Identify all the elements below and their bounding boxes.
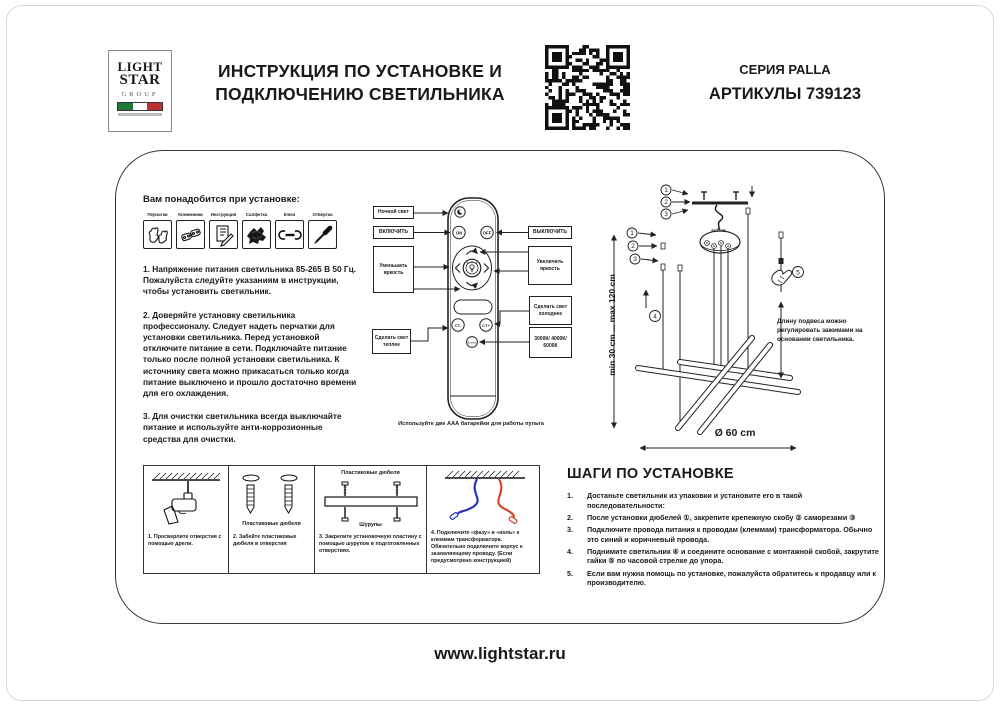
callouts-bracket <box>661 185 690 219</box>
panel2-label: Пластиковые дюбеля <box>242 521 301 527</box>
light-tubes <box>638 338 798 432</box>
napkin-icon <box>242 220 271 249</box>
note-1: 1. Напряжение питания светильника 85-265 В 50 Гц. Пожалуйста следуйте указаниям в инструкции, чтобы установить светильник. <box>143 264 357 297</box>
safety-notes <box>143 264 362 457</box>
svg-text:3: 3 <box>664 211 668 219</box>
label-kelvin: 3000К/ 4000К/ 6000К <box>529 327 572 358</box>
label-night-light: Ночной свет <box>373 206 414 219</box>
tool-terminals: Клеммники <box>176 212 205 249</box>
tool-instruction: Инструкция <box>209 212 238 249</box>
tool-gloves: Перчатки <box>143 212 172 249</box>
wires-drawing <box>427 466 540 528</box>
logo-line2: STAR <box>119 72 161 88</box>
svg-text:3: 3 <box>633 256 637 264</box>
brightness-dpad[interactable] <box>453 246 492 290</box>
power-cable <box>715 205 722 230</box>
red-wire <box>498 479 513 521</box>
dpad-left-arrow-icon <box>456 264 461 273</box>
qr-code-icon <box>545 45 630 130</box>
tools-row <box>143 212 337 249</box>
italian-flag-icon <box>117 102 163 111</box>
lightstar-logo <box>108 50 172 132</box>
svg-text:Section: Section <box>467 341 477 345</box>
svg-text:2: 2 <box>664 199 668 207</box>
install-steps-list <box>567 491 879 590</box>
svg-text:2: 2 <box>631 243 635 251</box>
night-light-button[interactable] <box>455 207 465 217</box>
ceiling-bracket <box>692 186 752 230</box>
dpad-right-arrow-icon <box>484 264 489 273</box>
terminals-icon <box>176 220 205 249</box>
install-step: 5. Если вам нужна помощь по установке, пожалуйста обратитесь к продавцу или к производителю. <box>567 568 877 588</box>
svg-text:CT-: CT- <box>454 322 462 328</box>
label-turn-on: ВКЛЮЧИТЬ <box>373 226 414 239</box>
blue-wire <box>456 479 478 516</box>
label-warm: Сделать свет теплее <box>372 329 411 354</box>
panel-wiring <box>426 466 539 573</box>
tool-napkin: Салфетка <box>242 212 271 249</box>
series-label: СЕРИЯ PALLA <box>739 62 831 77</box>
note-2: 2. Доверяйте установку светильника профессионалу. Следует надеть перчатки для установки светильника. Перед установкой отключите питание в сети. Подключайте питание только после полной установки светильника. К источнику света можно прикасаться только когда питание выключено и прошло достаточно времени для его охлаждения. <box>143 309 357 399</box>
logo-line3: GROUP <box>121 91 159 98</box>
label-cold: Сделать свет холоднее <box>529 296 572 325</box>
dowels-drawing <box>229 466 315 524</box>
panel3-label-bottom: Шурупы <box>359 522 382 528</box>
svg-text:5: 5 <box>796 269 800 277</box>
install-step: 4. Поднимите светильник ④ и соедините основание с монтажной скобой, закрутите гайки ⑤ по часовой стрелке до упора. <box>567 546 879 566</box>
callouts-canopy <box>627 228 665 264</box>
articles-label: АРТИКУЛЫ 739123 <box>708 85 862 103</box>
logo-line1: LIGHT <box>117 59 163 74</box>
svg-text:CT+: CT+ <box>482 322 490 328</box>
tool-wrench: Ключ <box>275 212 304 249</box>
label-dim: Уменьшать яркость <box>373 246 414 293</box>
panel-plate <box>314 466 426 573</box>
mounting-panels <box>143 465 540 574</box>
tool-screwdriver: Отвертка <box>308 212 337 249</box>
instruction-icon <box>209 220 238 249</box>
height-dimension-label: min 30 cm ... max 120 cm <box>607 274 617 376</box>
svg-text:OFF: OFF <box>482 230 492 236</box>
page-title <box>180 60 540 106</box>
suspension-note: Длину подвеса можно регулировать зажимами на основании светильника. <box>777 318 863 343</box>
callout-4 <box>646 290 661 322</box>
panel3-label-top: Пластиковые дюбеля <box>341 470 400 476</box>
wrench-icon <box>275 220 304 249</box>
svg-text:ON: ON <box>455 230 463 236</box>
panel-drill <box>144 466 228 573</box>
on-button[interactable] <box>453 226 465 238</box>
drill-drawing <box>144 466 228 532</box>
panel4-caption: 4. Подключите «фазу» и «ноль» к клеммам трансформатора. Обязательно подключите корпус к заземляющему проводу. (Если предусмотрено конструкцией) <box>431 530 523 564</box>
install-step: 3. Подключите провода питания к проводам (клеммам) трансформатора. Обычно это синий и коричневый провода. <box>567 524 873 544</box>
note-3: 3. Для очистки светильника всегда выключайте питание и используйте анти-коррозионные средства для очистки. <box>143 411 342 444</box>
install-step: 1. Достаньте светильник из упаковки и установите его в такой последовательности: <box>567 491 803 510</box>
title-line1: ИНСТРУКЦИЯ ПО УСТАНОВКЕ И <box>218 61 502 81</box>
canopy-base <box>700 229 740 253</box>
panel1-caption: 1. Просверлите отверстия с помощью дрели. <box>148 534 222 547</box>
title-line2: ПОДКЛЮЧЕНИЮ СВЕТИЛЬНИКА <box>215 84 505 104</box>
label-brighten: Увеличить яркость <box>528 246 572 285</box>
dpad-up-arrow-icon <box>467 251 478 255</box>
panel-dowels <box>228 466 314 573</box>
install-steps-title: ШАГИ ПО УСТАНОВКЕ <box>567 466 734 482</box>
svg-text:1: 1 <box>630 230 634 238</box>
screwdriver-icon <box>308 220 337 249</box>
tools-title: Вам понадобится при установке: <box>143 194 300 205</box>
panel2-caption: 2. Забейте пластиковые дюбеля в отверстия <box>233 534 297 547</box>
website-url: www.lightstar.ru <box>434 644 566 663</box>
remote-battery-caption: Используйте две ААА батарейки для работы пульта <box>398 421 544 427</box>
section-button[interactable] <box>467 337 478 348</box>
logo-underline <box>118 113 162 116</box>
diameter-dimension-label: Ø 60 cm <box>714 427 756 439</box>
svg-text:1: 1 <box>664 187 668 195</box>
oval-button[interactable] <box>454 300 492 314</box>
gloves-icon <box>143 220 172 249</box>
bulb-icon <box>467 261 477 271</box>
dpad-down-arrow-icon <box>467 282 478 286</box>
off-button[interactable] <box>481 226 493 238</box>
ct-minus-button[interactable] <box>452 319 464 331</box>
install-step: 2. После установки дюбелей ①, закрепите крепежную скобу ② саморезами ③ <box>567 512 856 522</box>
svg-text:4: 4 <box>653 313 657 321</box>
label-turn-off: ВЫКЛЮЧИТЬ <box>528 226 572 239</box>
panel3-caption: 3. Закрепите установочную пластину с помощью шурупов в подготовленных отверстиях. <box>319 534 422 554</box>
ct-plus-button[interactable] <box>480 319 492 331</box>
